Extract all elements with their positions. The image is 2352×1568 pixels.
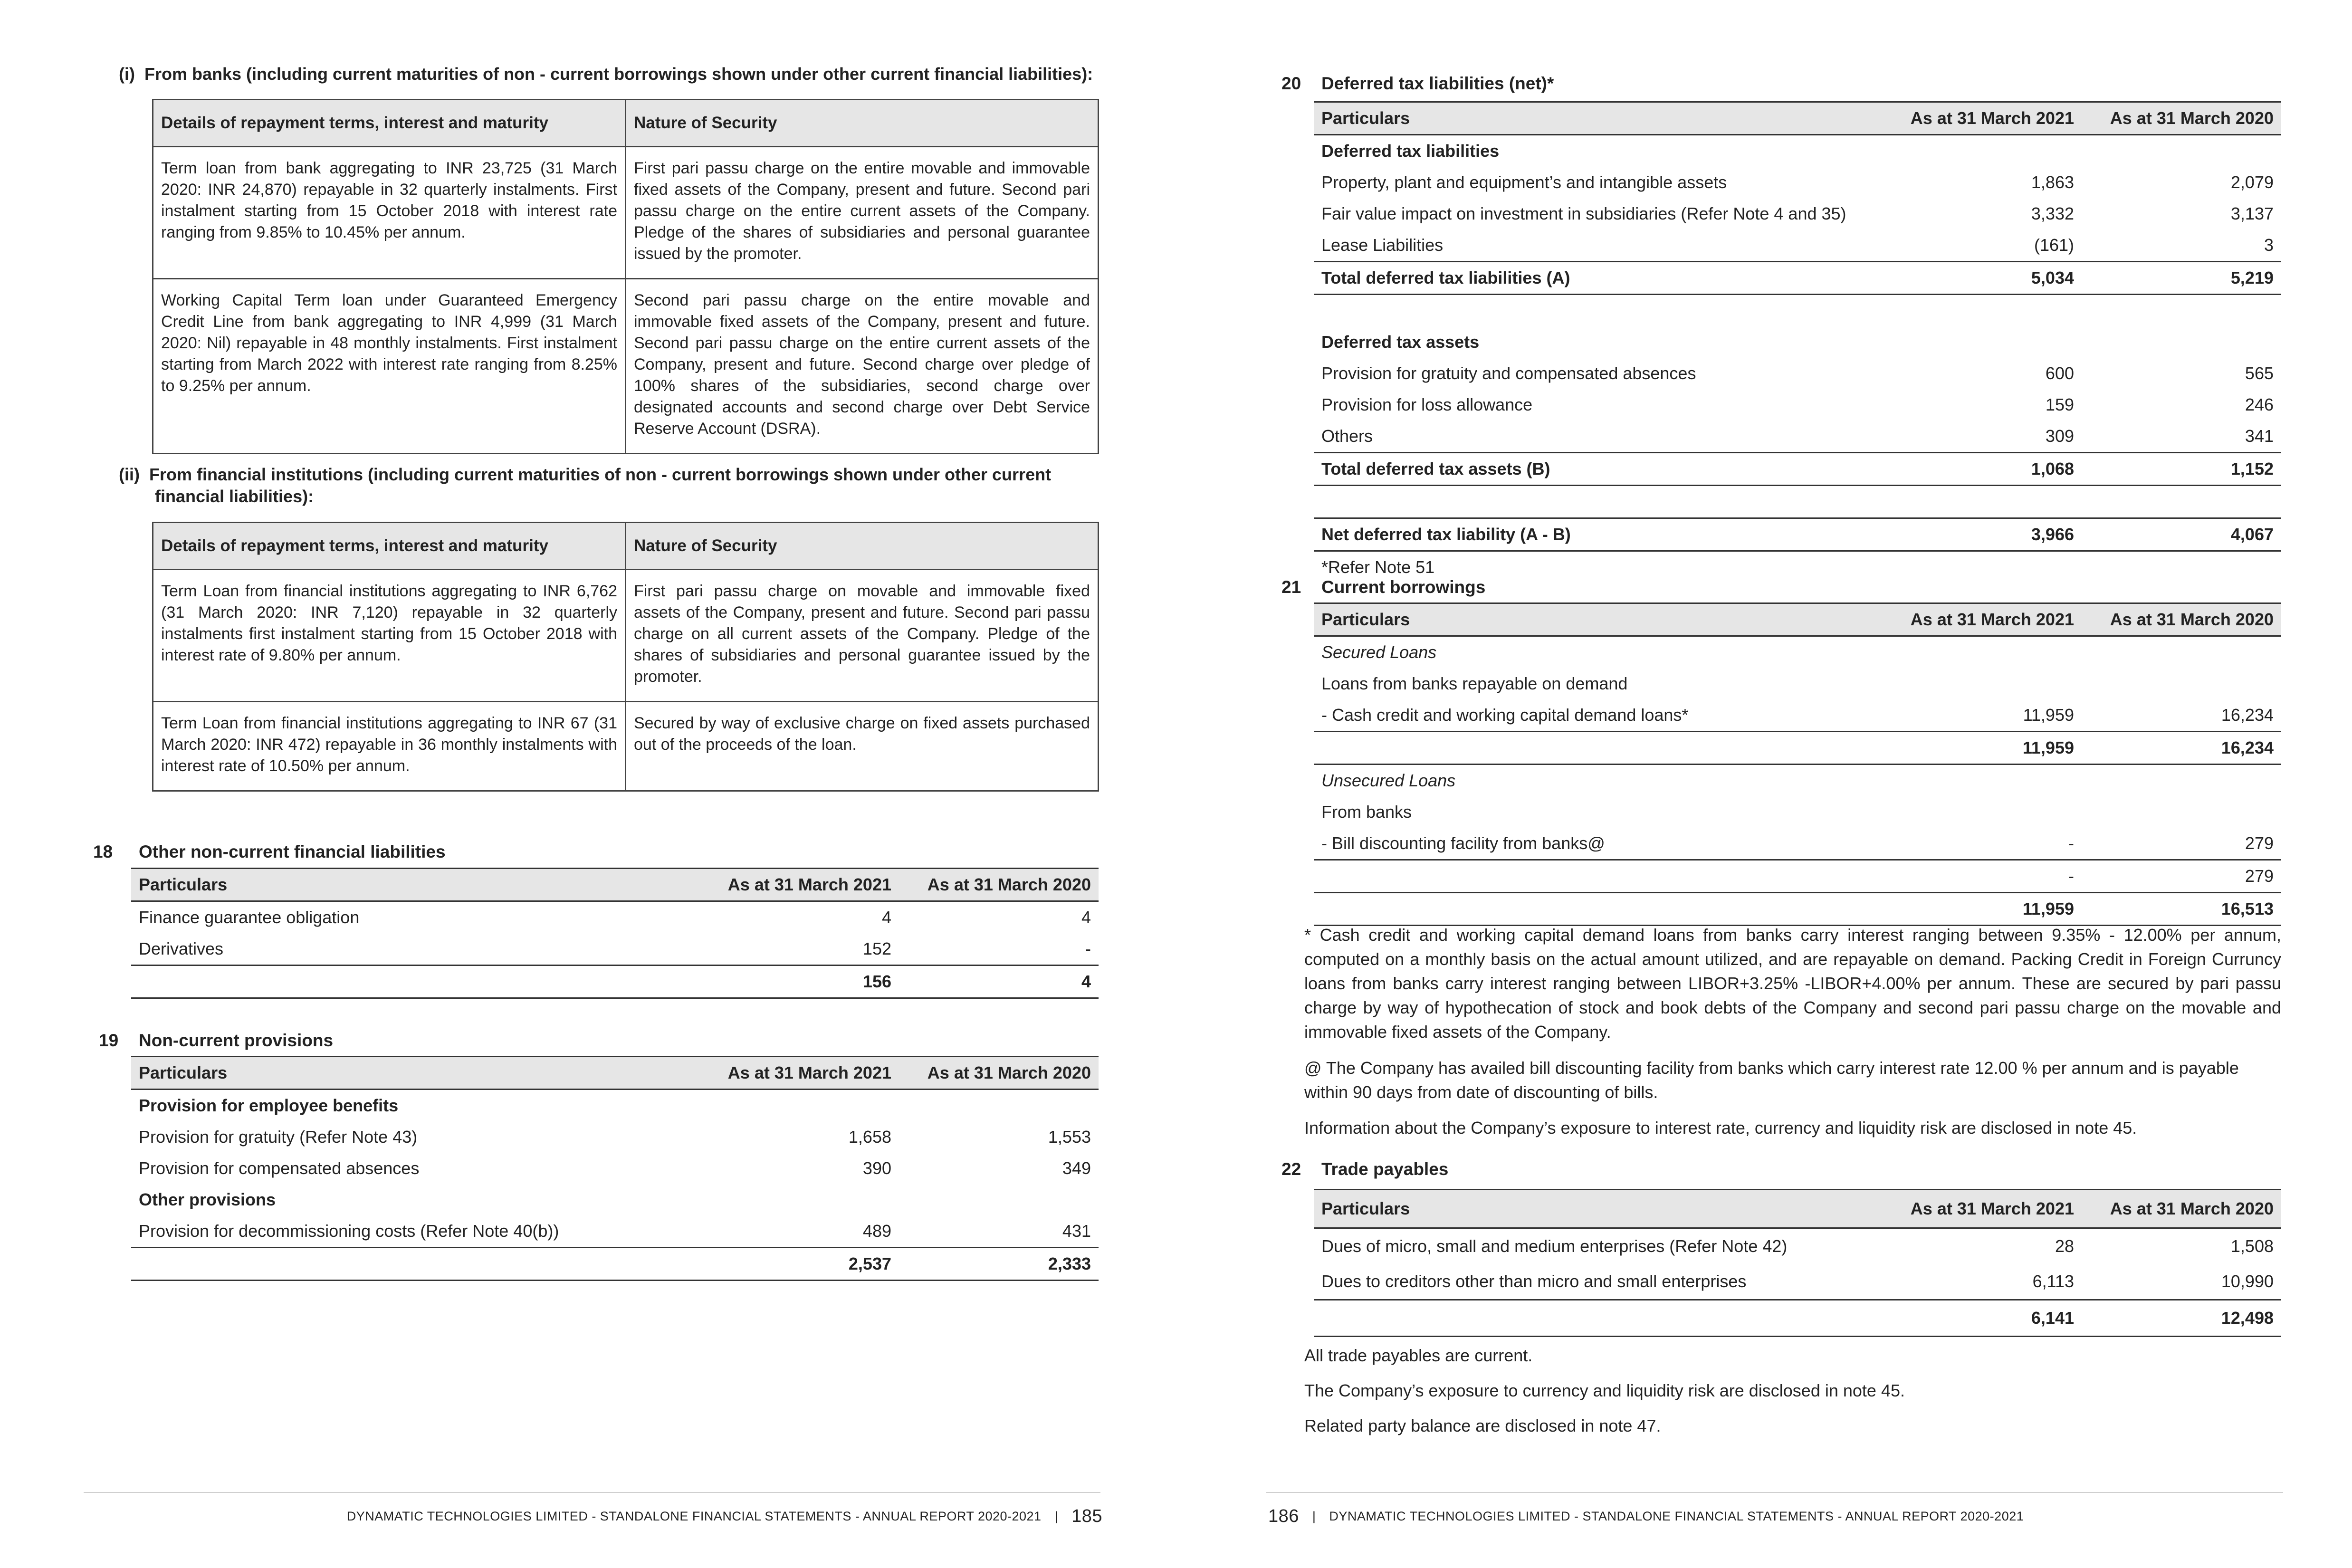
total-2020: 12,498 (2221, 1308, 2274, 1328)
row-value-2021: 309 (2045, 426, 2074, 446)
total-row (1314, 452, 2281, 486)
header-2020: As at 31 March 2020 (2110, 108, 2274, 128)
row-label: Provision for compensated absences (139, 1158, 420, 1178)
footer-rule (84, 1492, 1100, 1493)
subtotal-2020: 279 (2245, 866, 2274, 886)
row-label: Provision for decommissioning costs (Refer Note 40(b)) (139, 1221, 559, 1241)
row-value-2021: 152 (862, 939, 891, 958)
section-i-title: (i) From banks (including current maturities of non - current borrowings shown under other current financial liabilities): (119, 64, 1093, 84)
net-2021: 3,966 (2031, 525, 2074, 544)
total-2020: 4 (1081, 972, 1091, 991)
table-header-row (131, 868, 1099, 902)
table-header-row (1314, 101, 2281, 135)
row-label: Others (1321, 426, 1373, 446)
row-value-2020: - (1085, 939, 1091, 958)
row-value-2021: 4 (881, 908, 891, 927)
row-value-2021: 1,658 (848, 1127, 891, 1147)
refer-note: *Refer Note 51 (1321, 557, 1435, 577)
cell-security: First pari passu charge on the entire movable and immovable fixed assets of the Company, present and future. Second pari passu charge on the entire current assets of the Company. Pledge of the shares of subsidiaries and personal guarantee issued by the promoter. (626, 147, 1099, 279)
table-row (1314, 198, 2281, 229)
total-2021: 5,034 (2031, 268, 2074, 287)
table-row (1314, 828, 2281, 859)
header-details: Details of repayment terms, interest and maturity (153, 523, 626, 570)
section-ii-title-cont: financial liabilities): (155, 487, 314, 506)
note-21-title: Current borrowings (1321, 577, 1486, 597)
subtotal-2021: - (2068, 866, 2074, 886)
subtotal-2020: 16,234 (2221, 738, 2274, 757)
table-row (131, 902, 1099, 933)
row-label: - Bill discounting facility from banks@ (1321, 833, 1605, 853)
row-value-2020: 565 (2245, 363, 2274, 383)
total-2020: 16,513 (2221, 899, 2274, 918)
row-value-2021: 390 (862, 1158, 891, 1178)
row-value-2020: 3 (2264, 235, 2274, 255)
total-2021: 2,537 (848, 1254, 891, 1273)
table-header-row (131, 1056, 1099, 1090)
row-value-2021: 489 (862, 1221, 891, 1241)
footer-text: DYNAMATIC TECHNOLOGIES LIMITED - STANDALONE FINANCIAL STATEMENTS - ANNUAL REPORT 2020-2021 (1329, 1509, 2024, 1523)
row-value-2020: 10,990 (2221, 1272, 2274, 1291)
header-security: Nature of Security (626, 523, 1099, 570)
subheading: Deferred tax liabilities (1321, 141, 1500, 161)
page-number: 186 (1268, 1506, 1299, 1526)
table-row (1314, 668, 2281, 699)
subheading-row (1314, 135, 2281, 167)
header-2021: As at 31 March 2021 (1910, 1199, 2074, 1218)
note-22-line-1: All trade payables are current. (1304, 1346, 1533, 1365)
row-label: From banks (1321, 802, 1412, 822)
row-value-2021: 28 (2055, 1236, 2074, 1256)
table-row (1314, 421, 2281, 452)
header-particulars: Particulars (1321, 108, 1410, 128)
header-2020: As at 31 March 2020 (2110, 610, 2274, 629)
row-value-2020: 2,079 (2230, 172, 2274, 192)
row-label: Property, plant and equipment’s and intangible assets (1321, 172, 1727, 192)
section-ii-table-wrap (152, 522, 1098, 792)
row-label: Provision for gratuity and compensated absences (1321, 363, 1696, 383)
note-20-table (1314, 101, 2281, 583)
note-19-table (131, 1056, 1099, 1281)
footer-separator: | (1312, 1509, 1316, 1523)
row-value-2020: 341 (2245, 426, 2274, 446)
header-details: Details of repayment terms, interest and maturity (153, 100, 626, 147)
row-value-2020: 246 (2245, 395, 2274, 414)
section-ii-title: (ii) From financial institutions (including current maturities of non - current borrowings shown under other current (119, 465, 1052, 484)
total-label: Total deferred tax assets (B) (1321, 459, 1550, 478)
row-label: Dues to creditors other than micro and small enterprises (1321, 1272, 1747, 1291)
table-row (1314, 167, 2281, 198)
row-label: Dues of micro, small and medium enterprises (Refer Note 42) (1321, 1236, 1788, 1256)
note-19-title: Non-current provisions (139, 1031, 334, 1050)
row-label: Fair value impact on investment in subsidiaries (Refer Note 4 and 35) (1321, 204, 1846, 223)
cell-security: Secured by way of exclusive charge on fixed assets purchased out of the proceeds of the loan. (626, 702, 1099, 791)
row-value-2021: 6,113 (2032, 1272, 2074, 1291)
spacer-row (1314, 295, 2281, 326)
section-i-table (152, 99, 1099, 454)
row-value-2021: (161) (2034, 235, 2074, 255)
subheading-row (131, 1184, 1099, 1215)
secured-loans-heading: Secured Loans (1321, 642, 1437, 662)
subheading: Provision for employee benefits (139, 1096, 399, 1115)
row-value-2020: 3,137 (2230, 204, 2274, 223)
net-total-row (1314, 517, 2281, 552)
subtotal-row (1314, 859, 2281, 892)
subtotal-2021: 11,959 (2022, 738, 2074, 757)
row-label: - Cash credit and working capital demand loans* (1321, 705, 1689, 725)
total-label: Total deferred tax liabilities (A) (1321, 268, 1570, 287)
note-18-number: 18 (93, 842, 113, 861)
table-header-row (1314, 1189, 2281, 1229)
note-19-number: 19 (99, 1031, 119, 1050)
table-header-row (153, 100, 1099, 147)
header-2020: As at 31 March 2020 (2110, 1199, 2274, 1218)
table-row (131, 933, 1099, 965)
table-row (153, 702, 1099, 791)
cell-security: First pari passu charge on movable and immovable fixed assets of the Company, present and future. Second pari passu charge on all current assets of the Company. Pledge of the shares of subsidiaries and personal guarantee issued by the promoter. (626, 570, 1099, 702)
note-22-number: 22 (1281, 1159, 1301, 1179)
row-value-2020: 4 (1081, 908, 1091, 927)
table-row (153, 570, 1099, 702)
header-2021: As at 31 March 2021 (727, 875, 891, 894)
total-2020: 5,219 (2230, 268, 2274, 287)
page-186 (1176, 0, 2352, 1568)
footer (1268, 1506, 2218, 1527)
row-value-2021: 600 (2045, 363, 2074, 383)
header-particulars: Particulars (139, 1063, 228, 1082)
unsecured-loans-heading: Unsecured Loans (1321, 771, 1456, 790)
subheading: Deferred tax assets (1321, 332, 1480, 352)
total-row (1314, 261, 2281, 295)
header-2020: As at 31 March 2020 (927, 1063, 1091, 1082)
row-value-2020: 431 (1062, 1221, 1091, 1241)
table-row (153, 147, 1099, 279)
total-row (1314, 1299, 2281, 1337)
row-value-2020: 16,234 (2221, 705, 2274, 725)
subheading-row (1314, 765, 2281, 796)
cell-security: Second pari passu charge on the entire movable and immovable fixed assets of the Company, present and future. Second pari passu charge on the entire current assets of the Company, present and future. Second charge over pledge of 100% shares of the subsidiaries, second charge over designated accounts and second charge over Debt Service Reserve Account (DSRA). (626, 279, 1099, 454)
row-value-2021: 1,863 (2031, 172, 2074, 192)
total-2020: 2,333 (1048, 1254, 1091, 1273)
total-2021: 11,959 (2022, 899, 2074, 918)
subheading-row (1314, 637, 2281, 668)
cell-terms: Working Capital Term loan under Guaranteed Emergency Credit Line from bank aggregating to INR 4,999 (31 March 2020: Nil) repayable in 48 monthly instalments. First instalment starting from March 2022 with interest rate ranging from 8.25% to 9.25% per annum. (153, 279, 626, 454)
subheading-row (1314, 326, 2281, 358)
row-label: Lease Liabilities (1321, 235, 1444, 255)
table-row (131, 1215, 1099, 1247)
total-row (1314, 892, 2281, 926)
row-value-2020: 1,553 (1048, 1127, 1091, 1147)
row-label: Provision for gratuity (Refer Note 43) (139, 1127, 418, 1147)
note-22-line-2: The Company’s exposure to currency and liquidity risk are disclosed in note 45. (1304, 1381, 1905, 1400)
total-2021: 1,068 (2031, 459, 2074, 478)
row-value-2021: - (2068, 833, 2074, 853)
header-particulars: Particulars (139, 875, 228, 894)
cell-terms: Term Loan from financial institutions aggregating to INR 6,762 (31 March 2020: INR 7,120) repayable in 32 quarterly instalments first instalment starting from 15 October 2018 with interest rate of 9.80% per annum. (153, 570, 626, 702)
row-label: Finance guarantee obligation (139, 908, 360, 927)
table-header-row (153, 523, 1099, 570)
table-row (1314, 389, 2281, 421)
total-row (131, 965, 1099, 999)
note-20-number: 20 (1281, 74, 1301, 93)
total-row (131, 1247, 1099, 1281)
table-row (1314, 358, 2281, 389)
row-value-2021: 159 (2045, 395, 2074, 414)
footer-separator: | (1054, 1509, 1059, 1523)
note-21-number: 21 (1281, 577, 1301, 597)
subheading: Other provisions (139, 1190, 276, 1209)
note-20-title: Deferred tax liabilities (net)* (1321, 74, 1554, 93)
header-2021: As at 31 March 2021 (1910, 108, 2074, 128)
header-particulars: Particulars (1321, 610, 1410, 629)
note-22-line-3: Related party balance are disclosed in note 47. (1304, 1416, 1661, 1435)
footer-text: DYNAMATIC TECHNOLOGIES LIMITED - STANDALONE FINANCIAL STATEMENTS - ANNUAL REPORT 2020-2021 (346, 1509, 1042, 1523)
cell-terms: Term loan from bank aggregating to INR 23,725 (31 March 2020: INR 24,870) repayable in 32 quarterly instalments. First instalment starting from 15 October 2018 with interest rate ranging from 9.85% to 10.45% per annum. (153, 147, 626, 279)
spacer-row (1314, 486, 2281, 517)
row-value-2021: 11,959 (2023, 705, 2074, 725)
section-i-table-wrap (152, 99, 1098, 454)
header-2021: As at 31 March 2021 (1910, 610, 2074, 629)
net-2020: 4,067 (2230, 525, 2274, 544)
table-row (1314, 229, 2281, 261)
total-2020: 1,152 (2230, 459, 2274, 478)
note-18-title: Other non-current financial liabilities (139, 842, 446, 861)
row-label: Derivatives (139, 939, 224, 958)
section-ii-table (152, 522, 1099, 792)
footer-rule (1266, 1492, 2283, 1493)
total-2021: 6,141 (2031, 1308, 2074, 1328)
table-row (1314, 1264, 2281, 1299)
table-row (131, 1121, 1099, 1153)
note-21-star-footnote: * Cash credit and working capital demand loans from banks carry interest ranging between 9.35% - 12.00% per annum, computed on a monthly basis on the actual amount utilized, and are repayable on demand. Packing Credit in Foreign Curruncy loans from banks carry interest ranging between LIBOR+3.25% -LIBOR+4.00% per annum. These are secured by pari passu charge by way of hypothecation of stock and book debts of the Company and second pari passu charge on the movable and immovable fixed assets of the Company. (1304, 925, 2281, 1042)
net-label: Net deferred tax liability (A - B) (1321, 525, 1571, 544)
row-value-2020: 349 (1062, 1158, 1091, 1178)
header-particulars: Particulars (1321, 1199, 1410, 1218)
table-header-row (1314, 602, 2281, 637)
note-21-at-footnote: @ The Company has availed bill discounting facility from banks which carry interest rate 12.00 % per annum and is payable within 90 days from date of discounting of bills. (1304, 1058, 2239, 1102)
table-row (1314, 699, 2281, 731)
note-22-title: Trade payables (1321, 1159, 1449, 1179)
table-row (131, 1153, 1099, 1184)
row-value-2020: 279 (2245, 833, 2274, 853)
total-2021: 156 (862, 972, 891, 991)
note-22-table (1314, 1189, 2281, 1337)
row-label: Loans from banks repayable on demand (1321, 674, 1628, 693)
row-label: Provision for loss allowance (1321, 395, 1533, 414)
row-value-2021: 3,332 (2031, 204, 2074, 223)
table-row (1314, 796, 2281, 828)
note-21-info-line: Information about the Company’s exposure to interest rate, currency and liquidity risk are disclosed in note 45. (1304, 1118, 2137, 1138)
note-18-table (131, 868, 1099, 999)
table-row (1314, 1229, 2281, 1264)
table-row (153, 279, 1099, 454)
header-2020: As at 31 March 2020 (927, 875, 1091, 894)
subheading-row (131, 1090, 1099, 1121)
header-2021: As at 31 March 2021 (727, 1063, 891, 1082)
cell-terms: Term Loan from financial institutions aggregating to INR 67 (31 March 2020: INR 472) repayable in 36 monthly instalments with interest rate of 10.50% per annum. (153, 702, 626, 791)
page-number: 185 (1071, 1506, 1102, 1526)
subtotal-row (1314, 731, 2281, 765)
footer (285, 1506, 1102, 1527)
note-21-table (1314, 602, 2281, 926)
header-security: Nature of Security (626, 100, 1099, 147)
row-value-2020: 1,508 (2230, 1236, 2274, 1256)
